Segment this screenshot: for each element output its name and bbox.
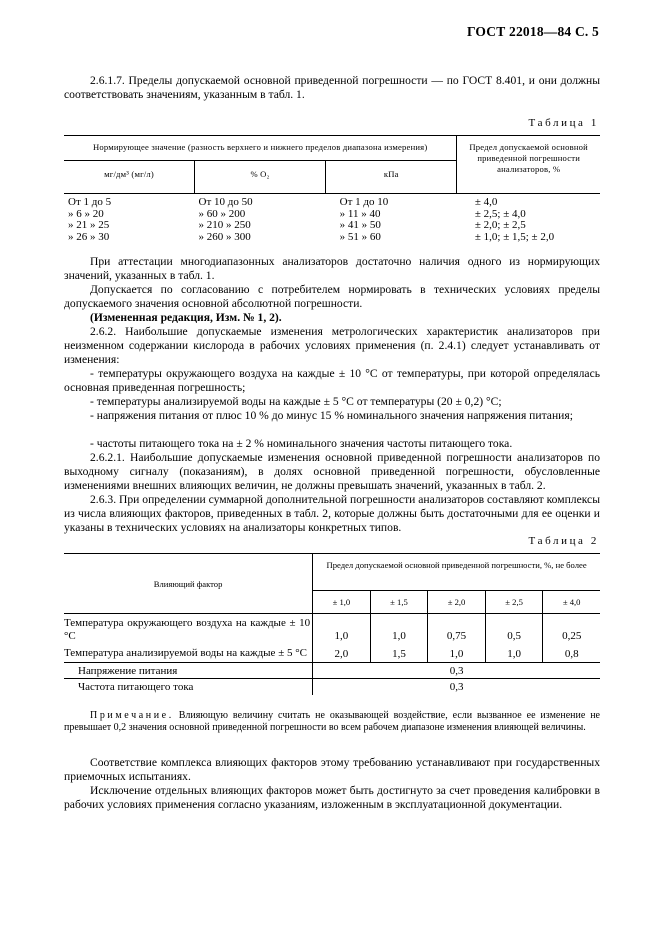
- table2-col-header: ± 1,0: [313, 591, 371, 614]
- table2-note: [64, 710, 600, 735]
- paragraph-amendment: (Измененная редакция, Изм. № 1, 2).: [90, 311, 282, 324]
- table1-cell: ± 4,0: [474, 196, 498, 208]
- table1-col4-header: Предел допускаемой основной приведенной погрешности анализаторов, %: [457, 136, 600, 194]
- table1-cell: » 26 » 30: [68, 230, 110, 243]
- table2-row1-value: 1,0: [370, 614, 428, 645]
- table2-row4-label: Частота питающего тока: [78, 681, 194, 694]
- paragraph-2-6-2-1: 2.6.2.1. Наибольшие допускаемые изменения основной приведенной погрешности анализаторов по выходному сигналу (показаниям), в долях основной приведенной погрешности, обусловленные изменениями внешних влияющих величин, не должны превышать значений, указанных в табл. 2.: [64, 451, 600, 493]
- table1-cell: ± 2,5; ± 4,0: [474, 207, 526, 220]
- paragraph-water-temp: - температуры анализируемой воды на каждые ± 5 °С от температуры (20 ± 0,2) °С;: [90, 395, 502, 408]
- table2-row2-label: Температура анализируемой воды на каждые ± 5 °С: [64, 647, 307, 660]
- table2-row1-value: 1,0: [313, 614, 371, 645]
- paragraph-2-6-3: 2.6.3. При определении суммарной дополнительной погрешности анализаторов составляют комплексы из числа влияющих факторов, приведенных в табл. 2, которые должны быть достаточными для ее оценки и указаны в технических условиях на анализаторы конкретных типов.: [64, 493, 600, 535]
- table1-cell: От 1 до 5: [68, 196, 112, 208]
- table2-row1-label: Температура окружающего воздуха на каждые ± 10 °С: [64, 617, 311, 642]
- table1-cell: » 51 » 60: [339, 230, 381, 243]
- table2-row2-value: 1,0: [485, 644, 543, 662]
- paragraph-voltage: - напряжения питания от плюс 10 % до минус 15 % номинального значения напряжения питания;: [90, 409, 573, 422]
- paragraph-abs-error: Допускается по согласованию с потребителем нормировать в технических условиях пределы допускаемого значения основной абсолютной погрешности.: [64, 283, 600, 311]
- table-1: [64, 135, 600, 243]
- paragraph-compliance: Соответствие комплекса влияющих факторов этому требованию устанавливают при государственных приемочных испытаниях.: [64, 756, 600, 784]
- table1-cell: От 1 до 10: [339, 196, 389, 208]
- table1-cell: От 10 до 50: [198, 196, 253, 208]
- table2-row1-value: 0,5: [485, 614, 543, 645]
- table1-cell: » 6 » 20: [68, 207, 104, 220]
- table1-col2-cell: [195, 194, 326, 244]
- table1-group-header: Нормирующее значение (разность верхнего и нижнего пределов диапазона измерения): [64, 136, 457, 161]
- table2-row2-value: 1,0: [428, 644, 486, 662]
- table2-col-header: ± 4,0: [543, 591, 600, 614]
- table1-cell: » 260 » 300: [198, 230, 251, 243]
- note-text: Влияющую величину считать не оказывающей воздействие, если вызванное ее изменение не превышает 0,2 значения основной приведенной погрешности во всем рабочем диапазоне изменения влияющей величины.: [64, 710, 600, 734]
- table2-col-header: ± 2,0: [428, 591, 486, 614]
- table1-cell: » 60 » 200: [198, 207, 246, 220]
- table2-row1-value: 0,25: [543, 614, 600, 645]
- table2-factor-header: Влияющий фактор: [64, 554, 313, 614]
- note-label: Примечание.: [90, 710, 174, 721]
- table1-cell: ± 1,0; ± 1,5; ± 2,0: [474, 230, 555, 243]
- paragraph-air-temp: - температуры окружающего воздуха на каждые ± 10 °С от температуры, при которой определялась основная приведенная погрешность;: [64, 367, 600, 395]
- page-header: ГОСТ 22018—84 С. 5: [466, 24, 599, 39]
- table-2: [64, 553, 600, 695]
- paragraph-frequency: - частоты питающего тока на ± 2 % номинального значения частоты питающего тока.: [90, 437, 513, 450]
- table2-row4-value: 0,3: [313, 679, 600, 695]
- paragraph-2-6-2: 2.6.2. Наибольшие допускаемые изменения метрологических характеристик анализаторов при неизменном содержании кислорода в рабочих условиях применения (п. 2.4.1) следует устанавливать от изменения:: [64, 325, 600, 367]
- table1-cell: » 11 » 40: [339, 207, 381, 220]
- table2-row2-value: 2,0: [313, 644, 371, 662]
- table2-row2-value: 1,5: [370, 644, 428, 662]
- paragraph-attestation: При аттестации многодиапазонных анализаторов достаточно наличия одного из нормирующих значений, указанных в табл. 1.: [64, 255, 600, 283]
- table1-cell: » 21 » 25: [68, 219, 110, 232]
- table1-cell: ± 2,0; ± 2,5: [474, 219, 526, 232]
- table2-caption: Таблица 2: [528, 535, 599, 547]
- table2-row1-value: 0,75: [428, 614, 486, 645]
- table1-col3-cell: [326, 194, 457, 244]
- paragraph-2-6-1-7: 2.6.1.7. Пределы допускаемой основной приведенной погрешности — по ГОСТ 8.401, и они должны соответствовать значениям, указанным в табл. 1.: [64, 74, 600, 102]
- table1-col3-header: кПа: [326, 161, 457, 194]
- paragraph-calibration: Исключение отдельных влияющих факторов может быть достигнуто за счет проведения калибровки в рабочих условиях применения согласно указаниям, изложенным в эксплуатационной документации.: [64, 784, 600, 812]
- table1-col1-cell: [64, 194, 195, 244]
- table2-group-header: Предел допускаемой основной приведенной погрешности, %, не более: [313, 554, 600, 591]
- table2-row2-value: 0,8: [543, 644, 600, 662]
- table1-caption: Таблица 1: [528, 117, 599, 129]
- table1-col2-header: % O₂: [195, 161, 326, 194]
- table1-col1-header: мг/дм³ (мг/л): [64, 161, 195, 194]
- table1-cell: » 41 » 50: [339, 219, 381, 232]
- table2-row3-label: Напряжение питания: [78, 664, 178, 677]
- table2-row3-value: 0,3: [313, 662, 600, 679]
- table1-col4-cell: [457, 194, 600, 244]
- table1-cell: » 210 » 250: [198, 219, 251, 232]
- table2-col-header: ± 1,5: [370, 591, 428, 614]
- table2-col-header: ± 2,5: [485, 591, 543, 614]
